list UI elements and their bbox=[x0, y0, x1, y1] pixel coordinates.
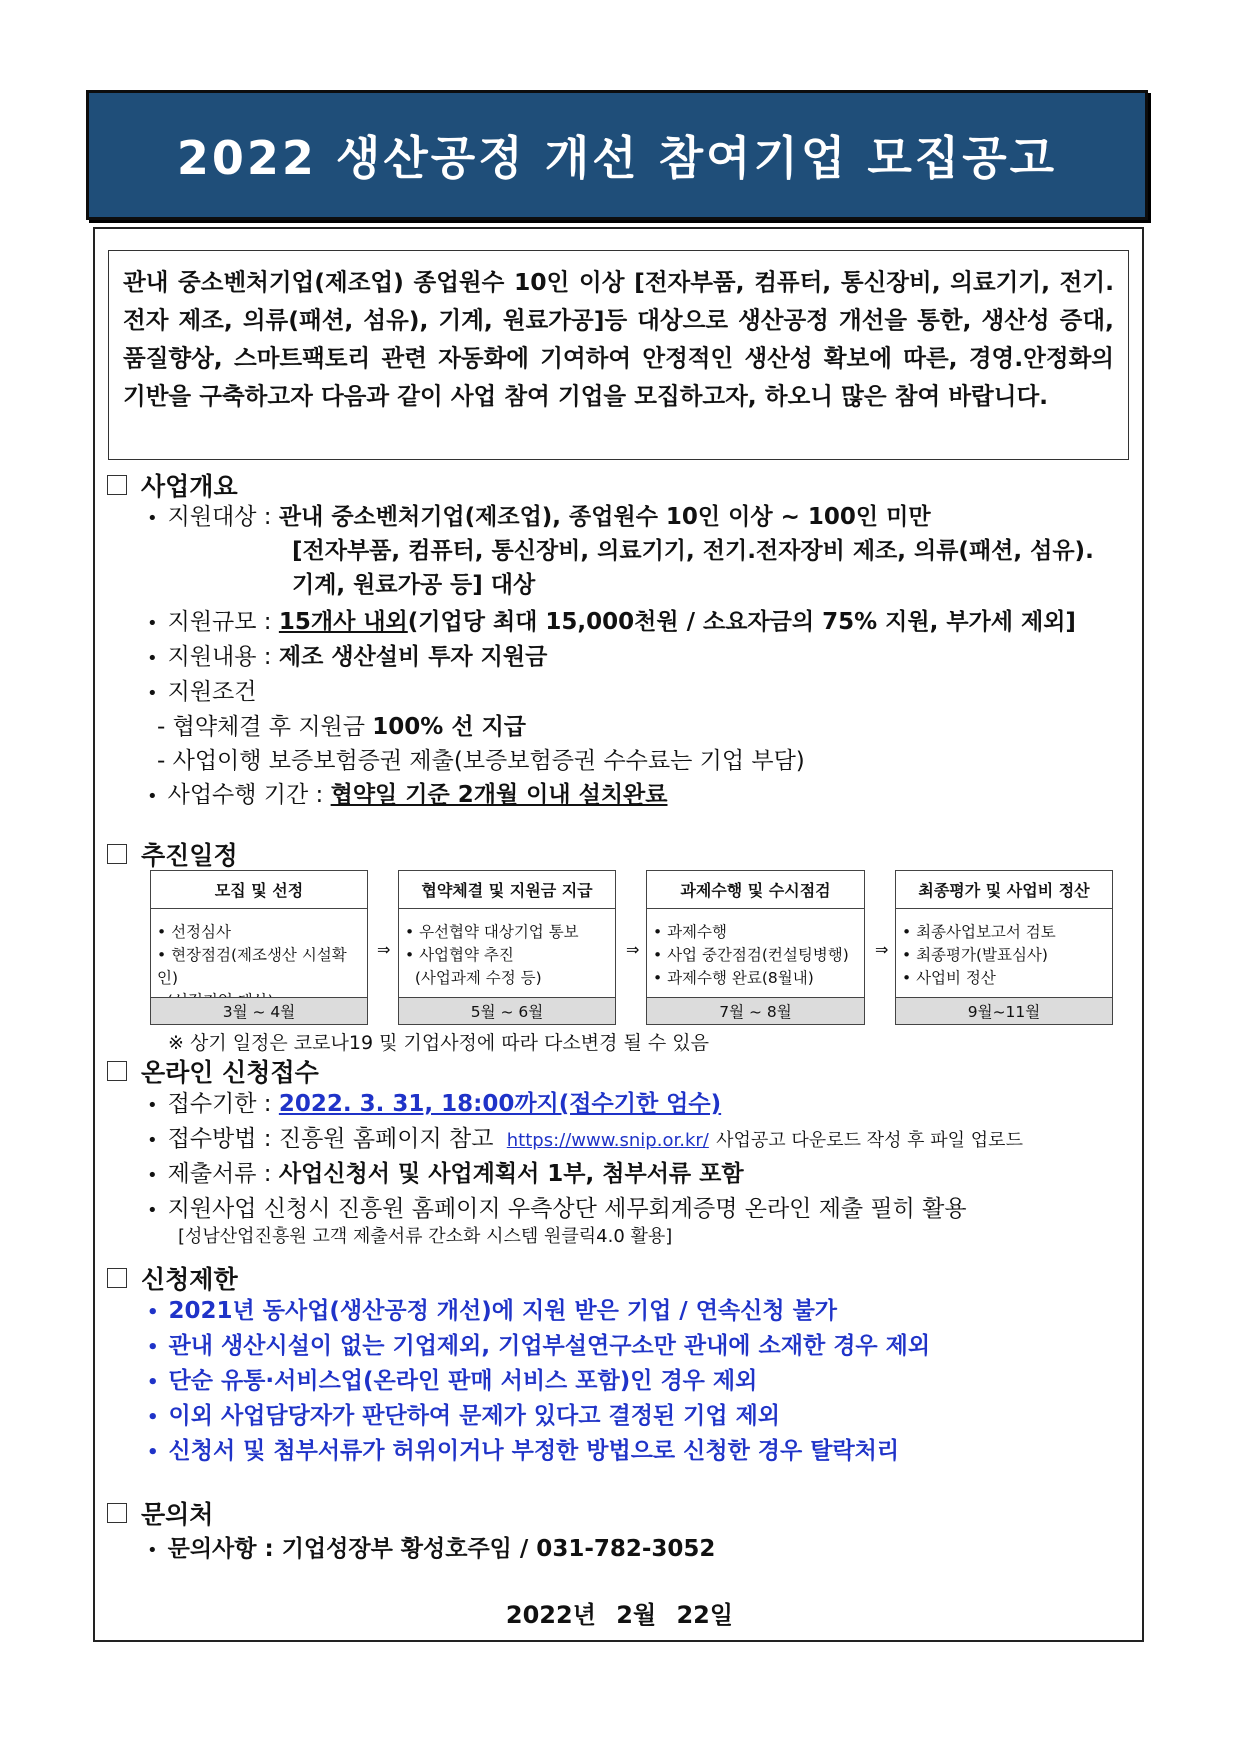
restriction-item: • 단순 유통·서비스업(온라인 판매 서비스 포함)인 경우 제외 bbox=[147, 1368, 758, 1394]
condition-1: - 협약체결 후 지원금 100% 선 지급 bbox=[157, 714, 527, 740]
restriction-item: • 2021년 동사업(생산공정 개선)에 지원 받은 기업 / 연속신청 불가 bbox=[147, 1298, 838, 1324]
bullet-icon: • bbox=[147, 1302, 159, 1323]
section-contact bbox=[107, 1495, 213, 1531]
bullet-icon: • bbox=[147, 1200, 158, 1221]
period-line: • 사업수행 기간 : 협약일 기준 2개월 이내 설치완료 bbox=[147, 782, 668, 808]
step-title: 과제수행 및 수시점검 bbox=[647, 871, 864, 909]
docs-line: • 제출서류 : 사업신청서 및 사업계획서 1부, 첨부서류 포함 bbox=[147, 1161, 744, 1187]
apply-note: • 지원사업 신청시 진흥원 홈페이지 우측상단 세무회계증명 온라인 제출 필히 활용 bbox=[147, 1196, 967, 1222]
target-line-2: [전자부품, 컴퓨터, 통신장비, 의료기기, 전기.전자장비 제조, 의류(패션, 섬유). bbox=[292, 538, 1094, 564]
scale-line: • 지원규모 : 15개사 내외(기업당 최대 15,000천원 / 소요자금의 75% 지원, 부가세 제외] bbox=[147, 609, 1076, 635]
bullet-icon: • bbox=[147, 1165, 158, 1186]
restriction-item: • 관내 생산시설이 없는 기업제외, 기업부설연구소만 관내에 소재한 경우 제외 bbox=[147, 1333, 931, 1359]
section-online bbox=[107, 1053, 319, 1089]
condition-line: • 지원조건 bbox=[147, 679, 257, 705]
arrow-icon: ⇒ bbox=[377, 940, 391, 959]
contact-line: • 문의사항 : 기업성장부 황성호주임 / 031-782-3052 bbox=[147, 1536, 716, 1562]
section-schedule bbox=[107, 836, 238, 872]
bullet-icon: • bbox=[147, 1540, 158, 1561]
bullet-icon: • bbox=[147, 1337, 159, 1358]
step-title: 모집 및 선정 bbox=[151, 871, 367, 909]
step-period: 9월~11월 bbox=[896, 997, 1112, 1024]
step-title: 협약체결 및 지원금 지급 bbox=[399, 871, 615, 909]
method-line: • 접수방법 : 진흥원 홈페이지 참고 https://www.snip.or.kr/ 사업공고 다운로드 작성 후 파일 업로드 bbox=[147, 1126, 1023, 1152]
step-body: • 선정심사 • 현장점검(제조생산 시설확인) bbox=[157, 923, 347, 987]
bullet-icon: • bbox=[147, 683, 158, 704]
step-period: 5월 ~ 6월 bbox=[399, 997, 615, 1024]
apply-sub: [성남산업진흥원 고객 제출서류 간소화 시스템 원클릭4.0 활용] bbox=[178, 1226, 673, 1247]
checkbox-icon bbox=[107, 1268, 127, 1288]
schedule-step-1 bbox=[150, 870, 368, 1025]
title-banner bbox=[86, 90, 1148, 220]
step-body: • 과제수행 • 사업 중간점검(컨설팅병행) • 과제수행 완료(8월내) bbox=[653, 923, 849, 987]
bullet-icon: • bbox=[147, 1407, 159, 1428]
restriction-item: • 신청서 및 첨부서류가 허위이거나 부정한 방법으로 신청한 경우 탈락처리 bbox=[147, 1438, 900, 1464]
condition-2: - 사업이행 보증보험증권 제출(보증보험증권 수수료는 기업 부담) bbox=[157, 748, 805, 774]
schedule-step-4 bbox=[895, 870, 1113, 1025]
target-line-1: • 지원대상 : 관내 중소벤처기업(제조업), 종업원수 10인 이상 ~ 100인 미만 bbox=[147, 504, 931, 530]
intro-box: 관내 중소벤처기업(제조업) 종업원수 10인 이상 [전자부품, 컴퓨터, 통신장비, 의료기기, 전기.전자 제조, 의류(패션, 섬유), 기계, 원료가공]등 대상으로 생산공정 개선을 통한, 생산성 증대, 품질향상, 스마트팩토리 관련 자동화에 기여하여 안정적인 생산성 확보에 따른, 경영.안정화의 기반을 구축하고자 다음과 같이 사업 참여 기업을 모집하고자, 하오니 많은 참여 바랍니다. bbox=[108, 250, 1129, 460]
checkbox-icon bbox=[107, 844, 127, 864]
target-line-3: 기계, 원료가공 등] 대상 bbox=[292, 572, 536, 598]
step-period: 3월 ~ 4월 bbox=[151, 997, 367, 1024]
section-heading: 신청제한 bbox=[141, 1265, 238, 1294]
content-line: • 지원내용 : 제조 생산설비 투자 지원금 bbox=[147, 644, 548, 670]
bullet-icon: • bbox=[147, 1095, 158, 1116]
schedule-step-2 bbox=[398, 870, 616, 1025]
notice-date: 2022년 2월 22일 bbox=[505, 1601, 734, 1629]
checkbox-icon bbox=[107, 475, 127, 495]
bullet-icon: • bbox=[147, 1130, 158, 1151]
deadline-line: • 접수기한 : 2022. 3. 31, 18:00까지(접수기한 엄수) bbox=[147, 1091, 722, 1117]
bullet-icon: • bbox=[147, 1372, 159, 1393]
checkbox-icon bbox=[107, 1061, 127, 1081]
section-heading: 문의처 bbox=[141, 1500, 214, 1529]
section-heading: 사업개요 bbox=[141, 472, 238, 501]
checkbox-icon bbox=[107, 1503, 127, 1523]
arrow-icon: ⇒ bbox=[626, 940, 640, 959]
step-body: • 최종사업보고서 검토 • 최종평가(발표심사) • 사업비 정산 bbox=[902, 923, 1056, 987]
restriction-item: • 이외 사업담당자가 판단하여 문제가 있다고 결정된 기업 제외 bbox=[147, 1403, 781, 1429]
website-link[interactable]: https://www.snip.or.kr/ bbox=[506, 1130, 709, 1151]
step-title: 최종평가 및 사업비 정산 bbox=[896, 871, 1112, 909]
bullet-icon: • bbox=[147, 786, 158, 807]
bullet-icon: • bbox=[147, 508, 158, 529]
schedule-step-3 bbox=[646, 870, 865, 1025]
bullet-icon: • bbox=[147, 613, 158, 634]
arrow-icon: ⇒ bbox=[875, 940, 889, 959]
bullet-icon: • bbox=[147, 1442, 159, 1463]
section-heading: 온라인 신청접수 bbox=[141, 1058, 319, 1087]
section-heading: 추진일정 bbox=[141, 841, 238, 870]
section-restrictions bbox=[107, 1260, 238, 1296]
step-period: 7월 ~ 8월 bbox=[647, 997, 864, 1024]
schedule-note: ※ 상기 일정은 코로나19 및 기업사정에 따라 다소변경 될 수 있음 bbox=[168, 1032, 709, 1054]
bullet-icon: • bbox=[147, 648, 158, 669]
page-title: 2022 생산공정 개선 참여기업 모집공고 bbox=[176, 131, 1058, 185]
step-body: • 우선협약 대상기업 통보 • 사업협약 추진 (사업과제 수정 등) bbox=[405, 923, 579, 987]
